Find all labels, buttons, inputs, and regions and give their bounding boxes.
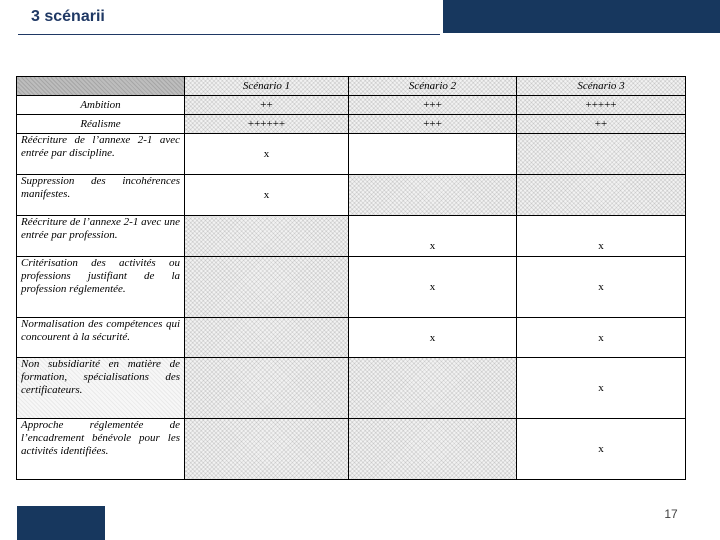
row-label: Ambition <box>17 96 185 115</box>
header-accent-band <box>443 0 720 33</box>
cell-s1 <box>185 216 349 257</box>
cell-s1: x <box>185 175 349 216</box>
cell-s1 <box>185 257 349 318</box>
table-row <box>17 257 686 318</box>
row-label: Non subsidiarité en matière de formation, spécialisations des certificateurs. <box>17 358 185 419</box>
cell-s1: ++ <box>185 96 349 115</box>
cell-s1: x <box>185 134 349 175</box>
cell-s1: ++++++ <box>185 115 349 134</box>
table-row <box>17 175 686 216</box>
row-label: Approche réglementée de l’encadrement bénévole pour les activités identifiées. <box>17 419 185 480</box>
cell-s1 <box>185 419 349 480</box>
table-row-ambition <box>17 96 686 115</box>
cell-s3: x <box>517 318 686 358</box>
cell-s2: +++ <box>349 96 517 115</box>
cell-s2: x <box>349 318 517 358</box>
table-row-realisme <box>17 115 686 134</box>
slide-title: 3 scénarii <box>31 8 105 25</box>
title-underline <box>18 34 440 35</box>
scenario-table <box>16 76 686 480</box>
cell-s3: ++ <box>517 115 686 134</box>
row-label: Réécriture de l’annexe 2-1 avec entrée par discipline. <box>17 134 185 175</box>
cell-s2: x <box>349 216 517 257</box>
table-row <box>17 419 686 480</box>
cell-s2 <box>349 358 517 419</box>
row-label: Réécriture de l’annexe 2-1 avec une entrée par profession. <box>17 216 185 257</box>
cell-s3: x <box>517 358 686 419</box>
row-label: Critérisation des activités ou professions justifiant de la profession réglementée. <box>17 257 185 318</box>
table-row <box>17 318 686 358</box>
cell-s2 <box>349 134 517 175</box>
header-scenario-2: Scénario 2 <box>349 77 517 96</box>
row-label: Normalisation des compétences qui concourent à la sécurité. <box>17 318 185 358</box>
table-row <box>17 134 686 175</box>
cell-s2: +++ <box>349 115 517 134</box>
cell-s3: x <box>517 216 686 257</box>
page-number: 17 <box>664 507 678 521</box>
cell-s3: +++++ <box>517 96 686 115</box>
cell-s1 <box>185 318 349 358</box>
cell-s3 <box>517 134 686 175</box>
cell-s2 <box>349 175 517 216</box>
header-corner-cell <box>17 77 185 96</box>
table-row <box>17 216 686 257</box>
row-label: Réalisme <box>17 115 185 134</box>
footer-accent-band <box>17 506 105 540</box>
header-scenario-1: Scénario 1 <box>185 77 349 96</box>
table-header-row <box>17 77 686 96</box>
row-label: Suppression des incohérences manifestes. <box>17 175 185 216</box>
table-row <box>17 358 686 419</box>
header-scenario-3: Scénario 3 <box>517 77 686 96</box>
cell-s3: x <box>517 419 686 480</box>
cell-s2: x <box>349 257 517 318</box>
cell-s3 <box>517 175 686 216</box>
cell-s1 <box>185 358 349 419</box>
cell-s3: x <box>517 257 686 318</box>
cell-s2 <box>349 419 517 480</box>
